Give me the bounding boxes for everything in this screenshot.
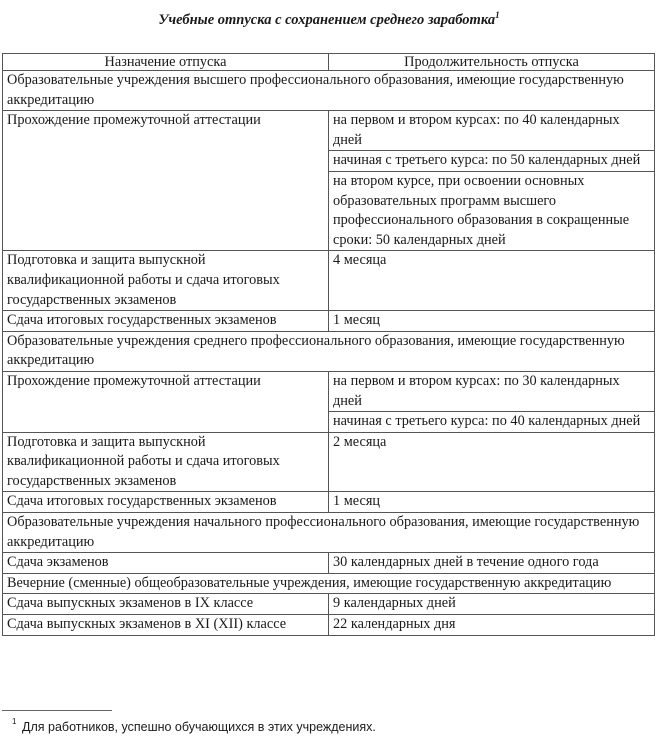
secondary-thesis-label: Подготовка и защита выпускной квалификационной работы и сдача итоговых государственных экзаменов [3,432,329,492]
table-row [3,553,655,574]
primary-exams-label: Сдача экзаменов [3,553,329,574]
header-duration: Продолжительность отпуска [329,54,655,71]
header-row [3,54,655,71]
section-row [3,513,655,553]
higher-final-label: Сдача итоговых государственных экзаменов [3,311,329,332]
table-row [3,111,655,151]
table-row [3,251,655,311]
secondary-attestation-2: начиная с третьего курса: по 40 календарных дней [329,412,655,433]
higher-attestation-label: Прохождение промежуточной аттестации [3,111,329,251]
table-row [3,432,655,492]
secondary-final-value: 1 месяц [329,492,655,513]
higher-thesis-label: Подготовка и защита выпускной квалификационной работы и сдача итоговых государственных экзаменов [3,251,329,311]
section-row [3,573,655,594]
leave-table [2,53,655,636]
section-row [3,71,655,111]
higher-final-value: 1 месяц [329,311,655,332]
title-footnote-mark: 1 [495,10,500,20]
secondary-attestation-label: Прохождение промежуточной аттестации [3,371,329,432]
evening-grade9-label: Сдача выпускных экзаменов в IX классе [3,594,329,615]
higher-thesis-value: 4 месяца [329,251,655,311]
section-higher: Образовательные учреждения высшего профессионального образования, имеющие государственную аккредитацию [3,71,655,111]
higher-attestation-1: на первом и втором курсах: по 40 календарных дней [329,111,655,151]
secondary-thesis-value: 2 месяца [329,432,655,492]
title-text: Учебные отпуска с сохранением среднего заработка [158,11,496,28]
footnote-divider [2,710,112,711]
evening-grade11-value: 22 календарных дня [329,615,655,636]
higher-attestation-3: на втором курсе, при освоении основных образовательных программ высшего профессионального образования в сокращенные сроки: 50 календарных дней [329,171,655,250]
footnote-text: Для работников, успешно обучающихся в этих учреждениях. [22,720,376,734]
section-primary: Образовательные учреждения начального профессионального образования, имеющие государственную аккредитацию [3,513,655,553]
footnote-mark: 1 [12,717,17,726]
secondary-attestation-1: на первом и втором курсах: по 30 календарных дней [329,371,655,411]
table-row [3,371,655,411]
table-row [3,492,655,513]
primary-exams-value: 30 календарных дней в течение одного года [329,553,655,574]
section-evening: Вечерние (сменные) общеобразовательные учреждения, имеющие государственную аккредитацию [3,573,655,594]
higher-attestation-2: начиная с третьего курса: по 50 календарных дней [329,151,655,172]
evening-grade9-value: 9 календарных дней [329,594,655,615]
page-title [0,10,658,29]
evening-grade11-label: Сдача выпускных экзаменов в XI (XII) классе [3,615,329,636]
secondary-final-label: Сдача итоговых государственных экзаменов [3,492,329,513]
header-purpose: Назначение отпуска [3,54,329,71]
section-row [3,331,655,371]
section-secondary: Образовательные учреждения среднего профессионального образования, имеющие государственную аккредитацию [3,331,655,371]
table-row [3,311,655,332]
table-row [3,594,655,615]
table-row [3,615,655,636]
footnote [12,717,376,734]
